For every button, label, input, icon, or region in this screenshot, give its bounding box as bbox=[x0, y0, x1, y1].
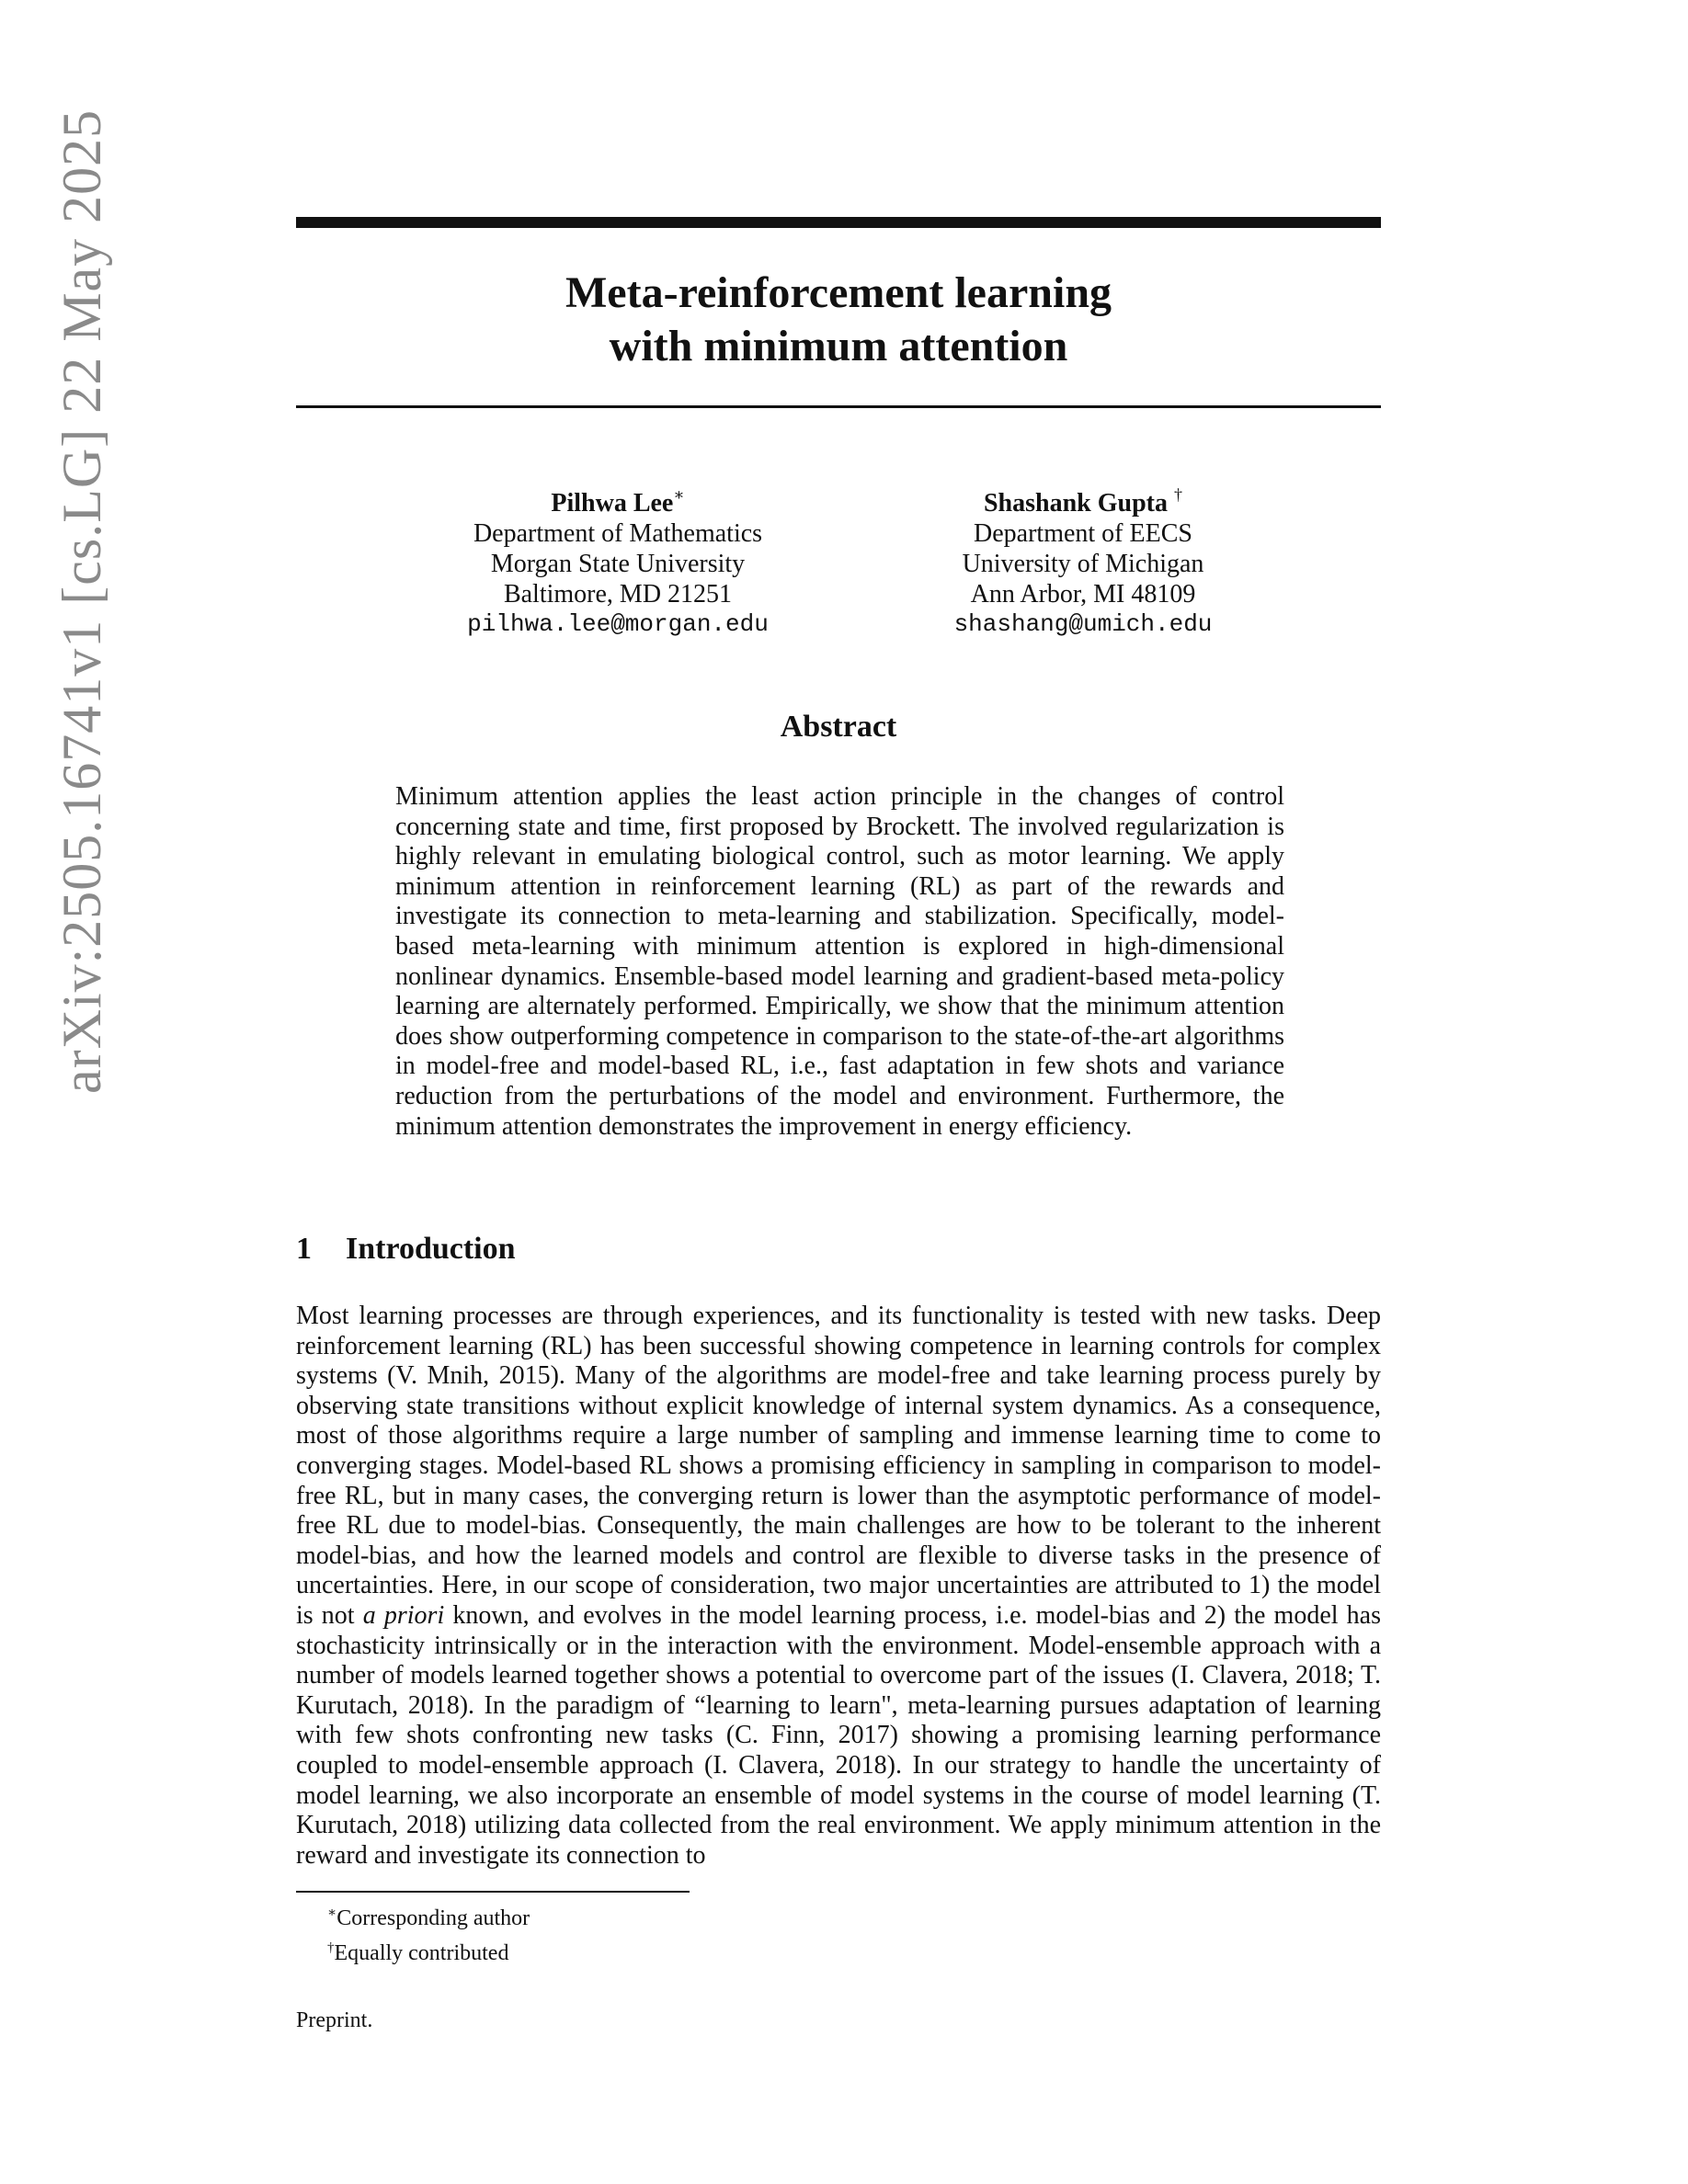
footnote-text: Equally contributed bbox=[334, 1941, 509, 1965]
title-line-1: Meta-reinforcement learning bbox=[565, 268, 1112, 317]
footnote-item bbox=[327, 1898, 530, 1933]
footnote-separator bbox=[296, 1891, 690, 1893]
arxiv-identifier-stamp: arXiv:2505.16741v1 [cs.LG] 22 May 2025 bbox=[51, 108, 112, 1094]
title-line-2: with minimum attention bbox=[609, 322, 1068, 370]
author-email: shashang@umich.edu bbox=[953, 610, 1213, 638]
author-email: pilhwa.lee@morgan.edu bbox=[467, 610, 769, 638]
footnotes bbox=[327, 1898, 530, 1968]
footnote-mark: † bbox=[327, 1940, 335, 1955]
author-institution: Morgan State University bbox=[490, 550, 746, 578]
paper-title bbox=[296, 267, 1381, 373]
footnote-mark: ∗ bbox=[327, 1905, 337, 1920]
author-block-1 bbox=[425, 480, 811, 640]
author-footnote-mark: † bbox=[1174, 485, 1182, 504]
section-heading-introduction bbox=[296, 1232, 516, 1267]
author-location: Baltimore, MD 21251 bbox=[503, 580, 733, 609]
author-name: Shashank Gupta bbox=[983, 489, 1168, 518]
title-top-rule bbox=[296, 217, 1381, 228]
intro-text-italic: a priori bbox=[362, 1600, 445, 1630]
abstract-heading: Abstract bbox=[780, 710, 897, 744]
author-block-2 bbox=[890, 480, 1276, 640]
author-location: Ann Arbor, MI 48109 bbox=[970, 580, 1196, 609]
author-name: Pilhwa Lee bbox=[551, 489, 674, 518]
section-number: 1 bbox=[296, 1232, 312, 1266]
author-department: Department of Mathematics bbox=[473, 519, 763, 548]
title-bottom-rule bbox=[296, 405, 1381, 408]
introduction-text bbox=[296, 1302, 1381, 1871]
section-title: Introduction bbox=[346, 1232, 516, 1266]
author-institution: University of Michigan bbox=[962, 550, 1204, 578]
intro-text-part-1: Most learning processes are through experiences, and its functionality is tested with new tasks. Deep reinforcement learning (RL) has been successful showing competence in learning controls for complex systems (V. Mnih, 2015). Many of the algorithms are model-free and take learning process purely by observing state transitions without explicit knowledge of internal system dynamics. As a consequence, most of those algorithms require a large number of sampling and immense learning time to come to converging stages. Model-based RL shows a promising efficiency in sampling in comparison to model-free RL, but in many cases, the converging return is lower than the asymptotic performance of model-free RL due to model-bias. Consequently, the main challenges are how to be tolerant to the inherent model-bias, and how the learned models and control are flexible to diverse tasks in the presence of uncertainties. Here, in our scope of consideration, two major uncertainties are attributed to 1) the model is not bbox=[296, 1302, 1381, 1630]
author-footnote-mark: ∗ bbox=[673, 485, 685, 504]
abstract-text: Minimum attention applies the least action principle in the changes of control concerning state and time, first proposed by Brockett. The involved regularization is highly relevant in emulating biological control, such as motor learning. We apply minimum attention in reinforcement learning (RL) as part of the rewards and investigate its connection to meta-learning and stabilization. Specifically, model-based meta-learning with minimum attention is explored in high-dimensional nonlinear dynamics. Ensemble-based model learning and gradient-based meta-policy learning are alternately performed. Empirically, we show that the minimum attention does show outperforming competence in comparison to the state-of-the-art algorithms in model-free and model-based RL, i.e., fast adaptation in few shots and variance reduction from the perturbations of the model and environment. Furthermore, the minimum attention demonstrates the improvement in energy efficiency. bbox=[395, 782, 1284, 1141]
preprint-label: Preprint. bbox=[296, 2008, 373, 2032]
intro-text-part-2: known, and evolves in the model learning process, i.e. model-bias and 2) the model has stochasticity intrinsically or in the interaction with the environment. Model-ensemble approach with a number of models learned together shows a potential to overcome part of the issues (I. Clavera, 2018; T. Kurutach, 2018). In the paradigm of “learning to learn", meta-learning pursues adaptation of learning with few shots confronting new tasks (C. Finn, 2017) showing a promising learning performance coupled to model-ensemble approach (I. Clavera, 2018). In our strategy to handle the uncertainty of model learning, we also incorporate an ensemble of model systems in the course of model learning (T. Kurutach, 2018) utilizing data collected from the real environment. We apply minimum attention in the reward and investigate its connection to bbox=[296, 1600, 1382, 1870]
author-department: Department of EECS bbox=[974, 519, 1192, 548]
footnote-text: Corresponding author bbox=[336, 1906, 530, 1930]
footnote-item bbox=[327, 1933, 530, 1968]
